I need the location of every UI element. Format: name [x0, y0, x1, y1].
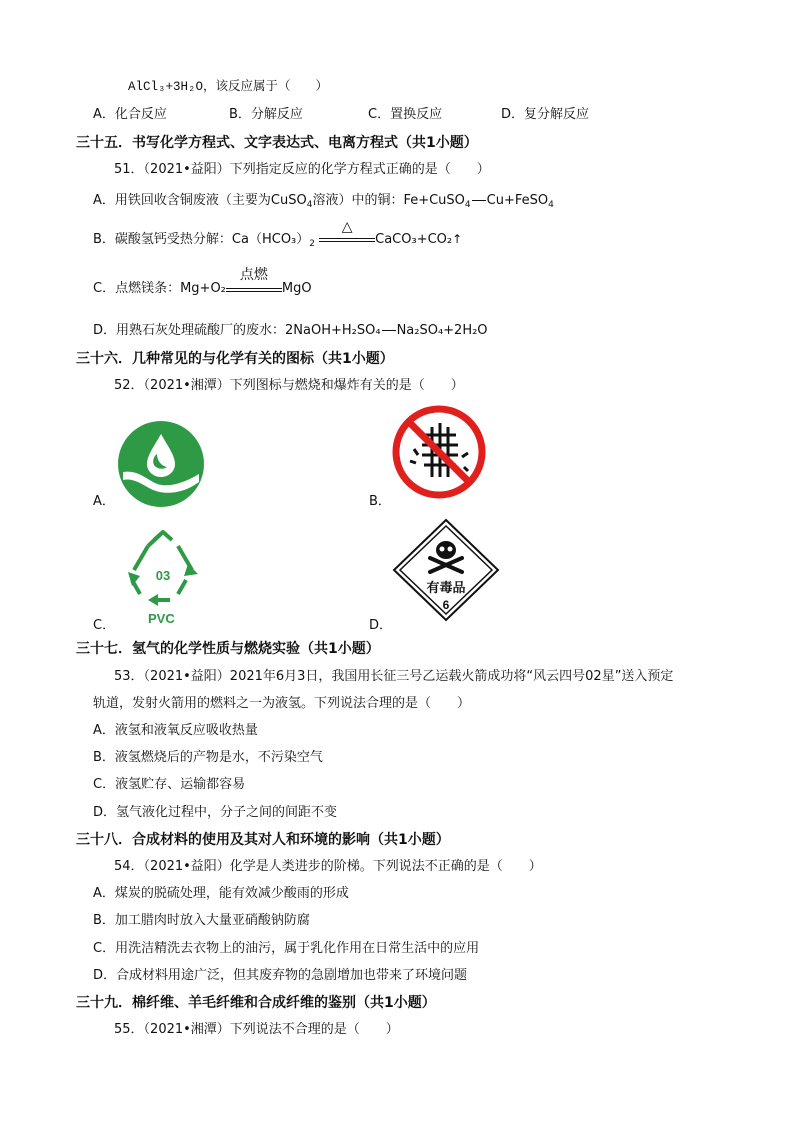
q51-option-d — [93, 322, 488, 340]
q50-option-a: A．化合反应 — [93, 107, 167, 122]
section-39-heading: 三十九．棉纤维、羊毛纤维和合成纤维的鉴别（共1小题） — [76, 995, 436, 1011]
q51-option-c — [93, 267, 312, 298]
q54-option-b: B．加工腊肉时放入大量亚硝酸钠防腐 — [93, 913, 310, 928]
water-saving-icon — [117, 420, 205, 508]
q51-d-product: Na₂SO₄+2H₂O — [396, 323, 488, 338]
q53-option-a: A．液氢和液氧反应吸收热量 — [93, 723, 258, 738]
recycle-name: PVC — [148, 611, 175, 626]
section-38-heading: 三十八．合成材料的使用及其对人和环境的影响（共1小题） — [76, 832, 450, 848]
q53-stem-line2: 轨道，发射火箭用的燃料之一为液氢。下列说法合理的是（ ） — [93, 696, 471, 711]
q51-d-text: D．用熟石灰处理硫酸厂的废水：2NaOH+H₂SO₄ — [93, 323, 381, 338]
q54-option-a: A．煤炭的脱硫处理，能有效减少酸雨的形成 — [93, 886, 349, 901]
q51-b-text: B．碳酸氢钙受热分解：Ca（HCO₃） — [93, 232, 310, 247]
q54-option-d: D．合成材料用途广泛，但其废弃物的急剧增加也带来了环境问题 — [93, 968, 468, 983]
q51-option-a: A．用铁回收含铜废液（主要为CuSO$_4$溶液）中的铜：Fe+CuSO$_4$ Cu+FeSO$_4$ — [93, 193, 554, 210]
heat-symbol: △ — [341, 219, 353, 235]
q51-a-text: A．用铁回收含铜废液（主要为CuSO — [93, 193, 307, 208]
ignite-condition: 点燃 — [239, 267, 268, 283]
toxic-hazard-icon — [392, 518, 500, 622]
toxic-text: 有毒品 — [426, 581, 466, 596]
recycle-code: 03 — [155, 568, 171, 583]
q52-label-a: A． — [93, 494, 115, 509]
section-35-heading: 三十五．书写化学方程式、文字表达式、电离方程式（共1小题） — [76, 135, 478, 151]
q54-stem: 54．（2021•益阳）化学是人类进步的阶梯。下列说法不正确的是（ ） — [114, 859, 542, 874]
no-fireworks-icon — [392, 405, 486, 499]
section-37-heading: 三十七．氢气的化学性质与燃烧实验（共1小题） — [76, 641, 380, 657]
q50-stem-end: AlCl₃+3H₂O，该反应属于（ ） — [128, 80, 329, 94]
q51-stem: 51．（2021•益阳）下列指定反应的化学方程式正确的是（ ） — [114, 162, 490, 177]
q54-option-c: C．用洗洁精洗去衣物上的油污，属于乳化作用在日常生活中的应用 — [93, 941, 480, 956]
q53-stem-line1: 53．（2021•益阳）2021年6月3日，我国用长征三号乙运载火箭成功将“风云四号02星”送入预定 — [114, 669, 674, 684]
q52-stem: 52．（2021•湘潭）下列图标与燃烧和爆炸有关的是（ ） — [114, 378, 464, 393]
q50-option-d: D．复分解反应 — [501, 107, 590, 122]
q51-a-text2: 溶液）中的铜：Fe+CuSO — [312, 193, 465, 208]
q51-option-b: B．碳酸氢钙受热分解：$Ca(HCO_3)_2$ △ CaCO₃+CO₂↑ — [93, 219, 463, 249]
toxic-class: 6 — [442, 598, 450, 612]
q51-c-text: C．点燃镁条：Mg+O₂ — [93, 281, 226, 296]
q51-b-product: CaCO₃+CO₂ — [375, 232, 453, 247]
q53-option-b: B．液氢燃烧后的产物是水，不污染空气 — [93, 750, 323, 765]
q53-option-c: C．液氢贮存、运输都容易 — [93, 777, 246, 792]
recycle-icon — [118, 530, 208, 610]
q52-label-b: B． — [369, 494, 391, 509]
q53-option-d: D．氢气液化过程中，分子之间的间距不变 — [93, 805, 338, 820]
q50-option-c: C．置换反应 — [368, 107, 443, 122]
q52-label-d: D． — [369, 618, 393, 633]
q50-option-b: B．分解反应 — [229, 107, 303, 122]
q55-stem: 55．（2021•湘潭）下列说法不合理的是（ ） — [114, 1022, 399, 1037]
q52-label-c: C． — [93, 618, 116, 633]
q51-c-product: MgO — [281, 281, 312, 296]
q51-a-product: Cu+FeSO — [486, 193, 549, 208]
section-36-heading: 三十六．几种常见的与化学有关的图标（共1小题） — [76, 351, 394, 367]
